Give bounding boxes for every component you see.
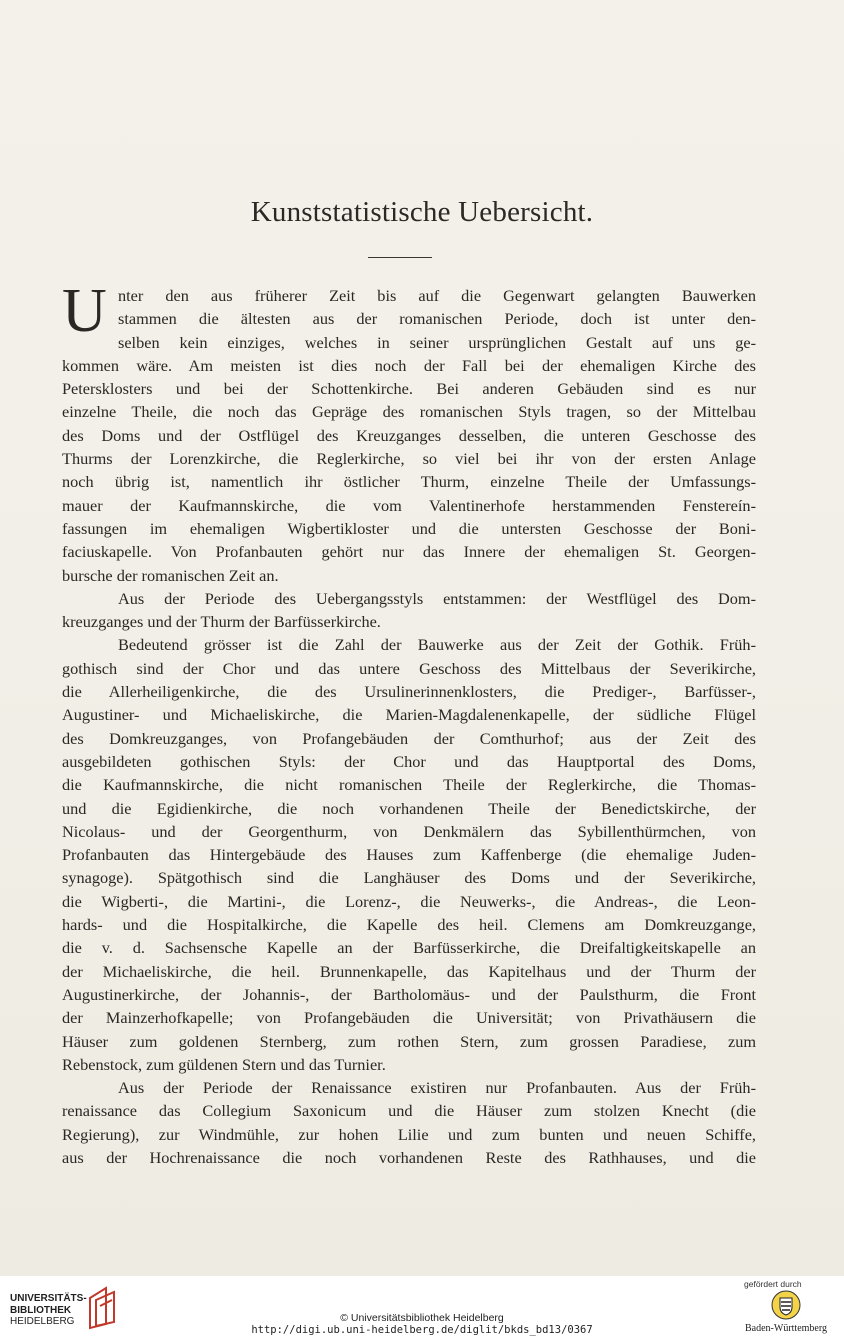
paragraph-3 — [62, 633, 756, 1076]
text-line: die v. d. Sachsensche Kapelle an der Barfüsserkirche, die Dreifaltigkeitskapelle an — [62, 938, 756, 958]
text-line: Aus der Periode der Renaissance existiren nur Profanbauten. Aus der Früh- — [118, 1078, 756, 1098]
text-line: hards- und die Hospitalkirche, die Kapelle des heil. Clemens am Domkreuzgange, — [62, 915, 756, 935]
text-line: kommen wäre. Am meisten ist dies noch der Fall bei der ehemaligen Kirche des — [62, 355, 756, 375]
text-line: Augustiner- und Michaeliskirche, die Marien-Magdalenenkapelle, der südliche Flügel — [62, 705, 756, 725]
paragraph-1 — [62, 277, 756, 587]
text-line: mauer der Kaufmannskirche, die vom Valentinerhofe herstammenden Fenstereín- — [62, 495, 756, 515]
text-line: renaissance das Collegium Saxonicum und die Häuser zum stolzen Knecht (die — [62, 1101, 756, 1121]
text-line: Rebenstock, zum güldenen Stern und das Turnier. — [62, 1054, 386, 1074]
text-line: gothisch sind der Chor und das untere Geschoss des Mittelbaus der Severikirche, — [62, 658, 756, 678]
text-line: faciuskapelle. Von Profanbauten gehört nur das Innere der ehemaligen St. Georgen- — [62, 542, 756, 562]
paragraph-4 — [62, 1076, 756, 1169]
text-line: kreuzganges und der Thurm der Barfüsserkirche. — [62, 612, 381, 632]
paragraph-2 — [62, 587, 756, 634]
text-line: des Domkreuzganges, von Profangebäuden der Comthurhof; aus der Zeit des — [62, 728, 756, 748]
sponsor-name: Baden-Württemberg — [745, 1323, 828, 1334]
text-line: Profanbauten das Hintergebäude des Hauses zum Kaffenberge (die ehemalige Juden- — [62, 845, 756, 865]
copyright-text: © Universitätsbibliothek Heidelberg — [340, 1312, 504, 1324]
text-line: nter den aus früherer Zeit bis auf die Gegenwart gelangten Bauwerken — [118, 286, 756, 305]
footer-bar — [0, 1276, 844, 1337]
text-line: und die Egidienkirche, die noch vorhandenen Theile der Benedictskirche, der — [62, 798, 756, 818]
permalink-url[interactable]: http://digi.ub.uni-heidelberg.de/diglit/bkds_bd13/0367 — [251, 1324, 593, 1336]
text-line: synagoge). Spätgothisch sind die Langhäuser des Doms und der Severikirche, — [62, 868, 756, 888]
body-text — [62, 277, 756, 1169]
text-line: einzelne Theile, die noch das Gepräge des romanischen Styls tragen, so der Mittelbau — [62, 402, 756, 422]
text-line: der Mainzerhofkapelle; von Profangebäuden die Universität; von Privathäusern die — [62, 1008, 756, 1028]
drop-cap: U — [62, 277, 107, 345]
text-line: Aus der Periode des Uebergangsstyls entstammen: der Westflügel des Dom- — [118, 588, 756, 608]
text-line: des Doms und der Ostflügel des Kreuzganges desselben, die unteren Geschosse des — [62, 425, 756, 445]
text-line: Augustinerkirche, der Johannis-, der Bartholomäus- und der Paulsthurm, die Front — [62, 984, 756, 1004]
text-line: Petersklosters und bei der Schottenkirche. Bei anderen Gebäuden sind es nur — [62, 379, 756, 399]
text-line: Regierung), zur Windmühle, zur hohen Lilie und zum bunten und neuen Schiffe, — [62, 1124, 756, 1144]
text-line: ausgebildeten gothischen Styls: der Chor und das Hauptportal des Doms, — [62, 751, 756, 771]
text-line: bursche der romanischen Zeit an. — [62, 565, 279, 585]
text-line: Thurms der Lorenzkirche, die Reglerkirche, so viel bei ihr von der ersten Anlage — [62, 449, 756, 469]
text-line: noch übrig ist, namentlich ihr östlicher Thurm, einzelne Theile der Umfassungs- — [62, 472, 756, 492]
text-line: stammen die ältesten aus der romanischen Periode, doch ist unter den- — [118, 309, 756, 329]
text-line: die Allerheiligenkirche, die des Ursulinerinnenklosters, die Prediger-, Barfüsser-, — [62, 682, 756, 702]
library-line-1: UNIVERSITÄTS- — [10, 1293, 87, 1304]
text-line: die Wigberti-, die Martini-, die Lorenz-, die Neuwerks-, die Andreas-, die Leon- — [62, 891, 756, 911]
text-line: Nicolaus- und der Georgenthurm, von Denkmälern das Sybillenthürmchen, von — [62, 821, 756, 841]
text-line: aus der Hochrenaissance die noch vorhandenen Reste des Rathhauses, und die — [62, 1147, 756, 1167]
funded-by-label: gefördert durch — [744, 1279, 802, 1289]
page-title: Kunststatistische Uebersicht. — [250, 196, 594, 228]
text-line: selben kein einziges, welches in seiner ursprünglichen Gestalt auf uns ge- — [118, 332, 756, 352]
library-line-2: BIBLIOTHEK — [10, 1304, 72, 1316]
text-line: Bedeutend grösser ist die Zahl der Bauwerke aus der Zeit der Gothik. Früh- — [118, 635, 756, 655]
title-rule — [368, 257, 432, 258]
text-line: die Kaufmannskirche, die nicht romanischen Theile der Reglerkirche, die Thomas- — [62, 775, 756, 795]
library-line-3: HEIDELBERG — [10, 1316, 75, 1327]
text-line: der Michaeliskirche, die heil. Brunnenkapelle, das Kapitelhaus und der Thurm der — [62, 961, 756, 981]
coat-of-arms-icon — [771, 1290, 801, 1320]
text-line: Häuser zum goldenen Sternberg, zum rothen Stern, zum grossen Paradiese, zum — [62, 1031, 756, 1051]
text-line: fassungen im ehemaligen Wigbertikloster und die untersten Geschosse der Boni- — [62, 518, 756, 538]
